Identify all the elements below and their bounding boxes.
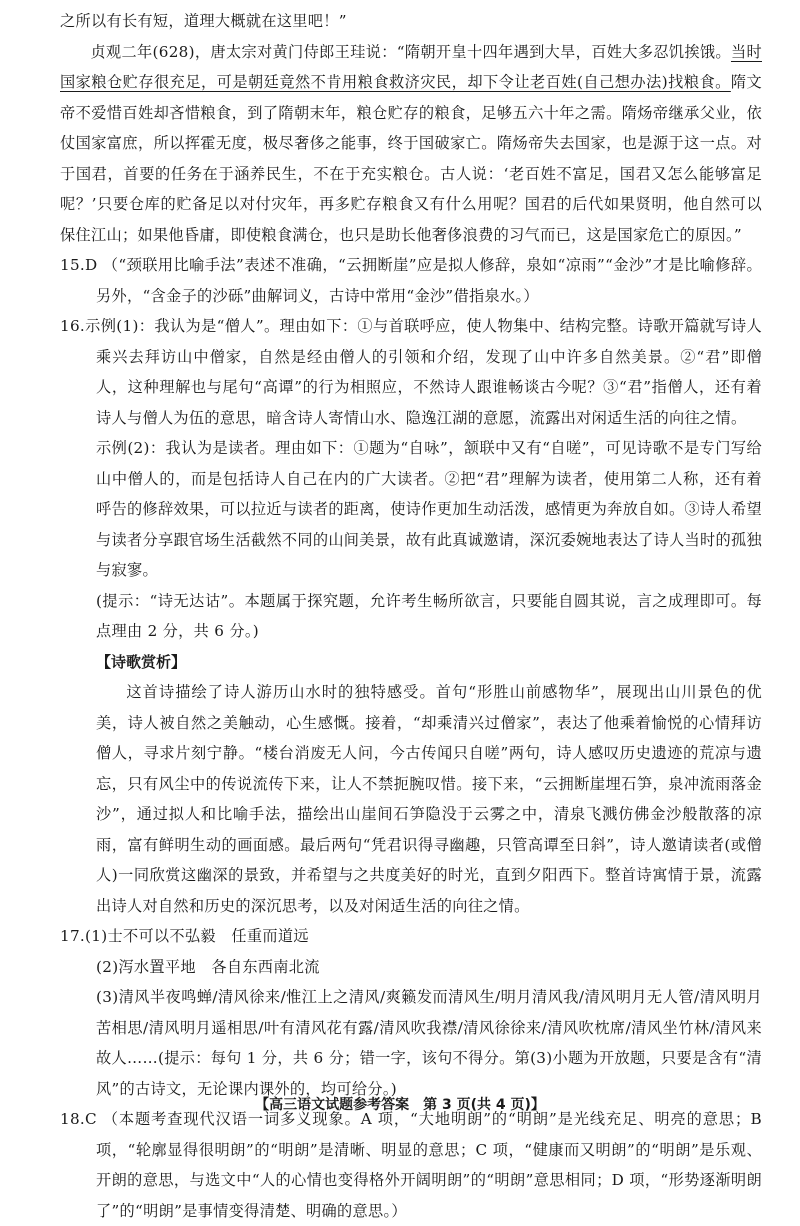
- text-span: 贞观二年(628)，唐太宗对黄门侍郎王珪说：“隋朝开皇十四年遇到大旱，百姓大多忍饥挨饿。: [90, 42, 731, 61]
- text-span: 【诗歌赏析】: [96, 652, 187, 671]
- block-q17b: [60, 952, 762, 983]
- block-q17c: [60, 982, 762, 1104]
- block-q16b: [60, 433, 762, 586]
- text-span: 16.示例(1)：我认为是“僧人”。理由如下：①与首联呼应，使人物集中、结构完整。诗歌开篇就写诗人乘兴去拜访山中僧家，自然是经由僧人的引领和介绍，发现了山中许多自然美景。②“君”即僧人，这种理解也与尾句“高谭”的行为相照应，不然诗人跟谁畅谈古今呢？③“君”指僧人，还有着诗人与僧人为伍的意思，暗含诗人寄情山水、隐逸江湖的意愿，流露出对闲适生活的向往之情。: [60, 317, 762, 427]
- block-h1: [60, 647, 762, 678]
- block-q16a: [60, 311, 762, 433]
- answer-content: [60, 6, 762, 1226]
- text-span: 18.C （本题考查现代汉语一词多义现象。A 项，“大地明朗”的“明朗”是光线充足、明亮的意思；B 项，“轮廓显得很明朗”的“明朗”是清晰、明显的意思；C 项，“健康而又明朗”的“明朗”是乐观、开朗的意思，与选文中“人的心情也变得格外开阔明朗”的“明朗”意思相同；D 项，“形势逐渐明朗了”的“明朗”是事情变得清楚、明确的意思。）: [60, 1110, 762, 1220]
- text-span: 15.D （“颈联用比喻手法”表述不准确，“云拥断崖”应是拟人修辞，泉如“凉雨”“金沙”才是比喻修辞。另外，“含金子的沙砾”曲解词义，古诗中常用“金沙”借指泉水。）: [60, 256, 762, 305]
- text-span: (提示：“诗无达诂”。本题属于探究题，允许考生畅所欲言，只要能自圆其说，言之成理即可。每点理由 2 分，共 6 分。): [96, 591, 762, 640]
- block-p1: [60, 6, 762, 37]
- text-span: 17.(1)士不可以不弘毅 任重而道远: [60, 927, 309, 945]
- text-span: 这首诗描绘了诗人游历山水时的独特感受。首句“形胜山前感物华”，展现出山川景色的优美，诗人被自然之美触动，心生感慨。接着，“却乘清兴过僧家”，表达了他乘着愉悦的心情拜访僧人，寻求片刻宁静。“楼台消废无人问，今古传闻只自嗟”两句，诗人感叹历史遗迹的荒凉与遗忘，只有风尘中的传说流传下来，让人不禁扼腕叹惜。接下来，“云拥断崖埋石笋，泉冲流雨落金沙”，通过拟人和比喻手法，描绘出山崖间石笋隐没于云雾之中，清泉飞溅仿佛金沙般散落的凉雨，富有鲜明生动的画面感。最后两句“凭君识得寻幽趣，只管高谭至日斜”，诗人邀请读者(或僧人)一同欣赏这幽深的景致，并希望与之共度美好的时光，直到夕阳西下。整首诗寓情于景，流露出诗人对自然和历史的深沉思考，以及对闲适生活的向往之情。: [96, 683, 762, 915]
- text-span: 之所以有长有短，道理大概就在这里吧！”: [60, 12, 347, 30]
- underlined-text: 当时国家粮仓贮存很充足，可是朝廷竟然不肯用粮食救济灾民，却下令让老百姓(自己想办法)找粮食。: [60, 42, 762, 91]
- block-p2: [60, 37, 762, 251]
- block-q15: [60, 250, 762, 311]
- text-span: 示例(2)：我认为是读者。理由如下：①题为“自咏”，颔联中又有“自嗟”，可见诗歌不是专门写给山中僧人的，而是包括诗人自己在内的广大读者。②把“君”理解为读者，使用第二人称，还有着呼告的修辞效果，可以拉近与读者的距离，使诗作更加生动活泼，感情更为奔放自如。③诗人希望与读者分享跟官场生活截然不同的山间美景，故有此真诚邀请，深沉委婉地表达了诗人当时的孤独与寂寥。: [96, 439, 762, 579]
- block-p3: [60, 677, 762, 921]
- text-span: 隋文帝不爱惜百姓却吝惜粮食，到了隋朝末年，粮仓贮存的粮食，足够五六十年之需。隋炀帝继承父业，依仗国家富庶，所以挥霍无度，极尽奢侈之能事，终于国破家亡。隋炀帝失去国家，也是源于这一点。对于国君，首要的任务在于涵养民生，不在于充实粮仓。古人说：‘老百姓不富足，国君又怎么能够富足呢？’只要仓库的贮备足以对付灾年，再多贮存粮食又有什么用呢？国君的后代如果贤明，他自然可以保住江山；如果他昏庸，即使粮食满仓，也只是助长他奢侈浪费的习气而已，这是国家危亡的原因。”: [60, 73, 762, 244]
- text-span: (2)泻水置平地 各自东西南北流: [96, 957, 320, 976]
- page-footer: 【高三语文试题参考答案 第 3 页(共 4 页)】: [255, 1097, 545, 1113]
- block-q18: [60, 1104, 762, 1226]
- block-q17a: [60, 921, 762, 952]
- text-span: (3)清风半夜鸣蝉/清风徐来/惟江上之清风/爽籁发而清风生/明月清风我/清风明月无人管/清风明月苦相思/清风明月遥相思/叶有清风花有露/清风吹我襟/清风徐徐来/清风吹枕席/清风坐竹林/清风来故人……(提示：每句 1 分，共 6 分；错一字，该句不得分。第(3)小题为开放题，只要是含有“清风”的古诗文，无论课内课外的，均可给分。): [96, 988, 762, 1098]
- block-q16c: [60, 586, 762, 647]
